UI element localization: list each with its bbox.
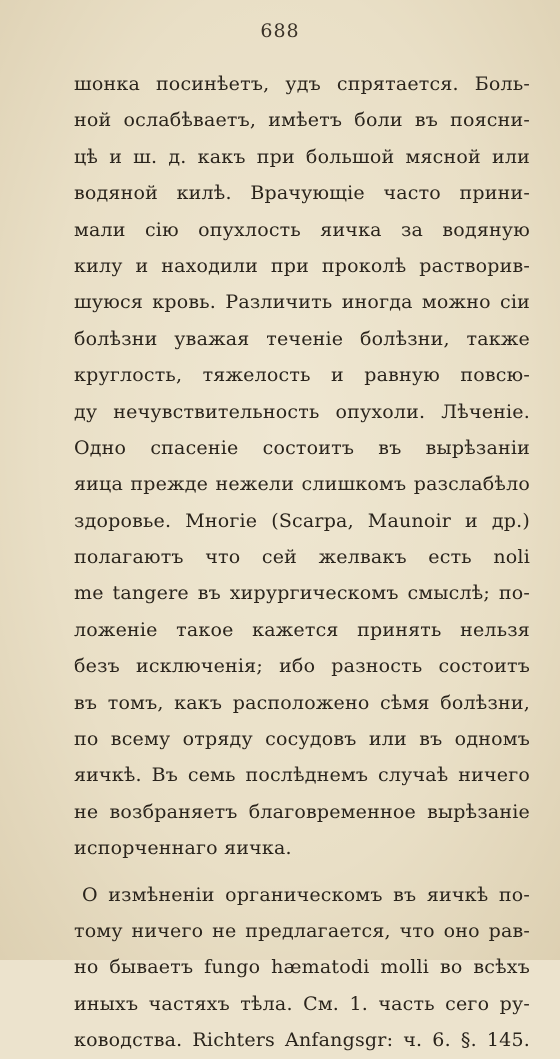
text-line: здоровье. Многіе (Scarpa, Maunoir и др.) (74, 509, 530, 532)
text-line: безъ исключенія; ибо разность состоитъ (74, 655, 530, 678)
text-line: ной ослабѣваетъ, имѣетъ боли въ поясни- (74, 109, 530, 132)
text-line: полагаютъ что сей желвакъ есть noli (74, 546, 530, 569)
text-line: въ томъ, какъ расположено сѣмя болѣзни, (74, 691, 530, 714)
text-line: мали сію опухлость яичка за водяную (74, 218, 530, 241)
text-line: по всему отряду сосудовъ или въ одномъ (74, 728, 530, 751)
text-line: ду нечувствительность опухоли. Лѣченіе. (74, 400, 530, 423)
text-line: водяной килѣ. Врачующіе часто прини- (74, 182, 530, 205)
text-line: круглость, тяжелость и равную повсю- (74, 364, 530, 387)
text-line: me tangere въ хирургическомъ смыслѣ; по- (74, 582, 530, 605)
page-body-text (74, 66, 530, 1059)
text-line: цѣ и ш. д. какъ при большой мясной или (74, 145, 530, 168)
paragraph-1 (74, 66, 530, 867)
text-line: испорченнаго яичка. (74, 837, 292, 860)
text-line: но бываетъ fungo hæmatodi molli во всѣхъ (74, 956, 530, 979)
text-line: не возбраняетъ благовременное вырѣзаніе (74, 800, 530, 823)
text-line: ководства. Richters Anfangsgr: ч. 6. §. 145. (74, 1029, 530, 1052)
text-line: О измѣненіи органическомъ въ яичкѣ по- (82, 883, 530, 906)
text-line: шонка посинѣетъ, удъ спрятается. Боль- (74, 73, 530, 95)
text-line: ложеніе такое кажется принять нельзя (74, 618, 530, 641)
text-line: болѣзни уважая теченіе болѣзни, также (74, 327, 530, 350)
text-line: шуюся кровь. Различить иногда можно сіи (74, 291, 530, 314)
text-line: тому ничего не предлагается, что оно рав- (74, 919, 530, 942)
text-line: Одно спасеніе состоитъ въ вырѣзаніи (74, 436, 530, 459)
text-line: яица прежде нежели слишкомъ разслабѣло (74, 473, 530, 496)
text-line: иныхъ частяхъ тѣла. См. 1. часть сего ру- (74, 992, 530, 1015)
text-line: килу и находили при проколѣ растворив- (74, 254, 530, 277)
paragraph-2 (74, 877, 530, 1059)
text-line: яичкѣ. Въ семь послѣднемъ случаѣ ничего (74, 764, 530, 787)
page-number: 688 (260, 20, 300, 42)
paragraph-gap (74, 867, 530, 877)
